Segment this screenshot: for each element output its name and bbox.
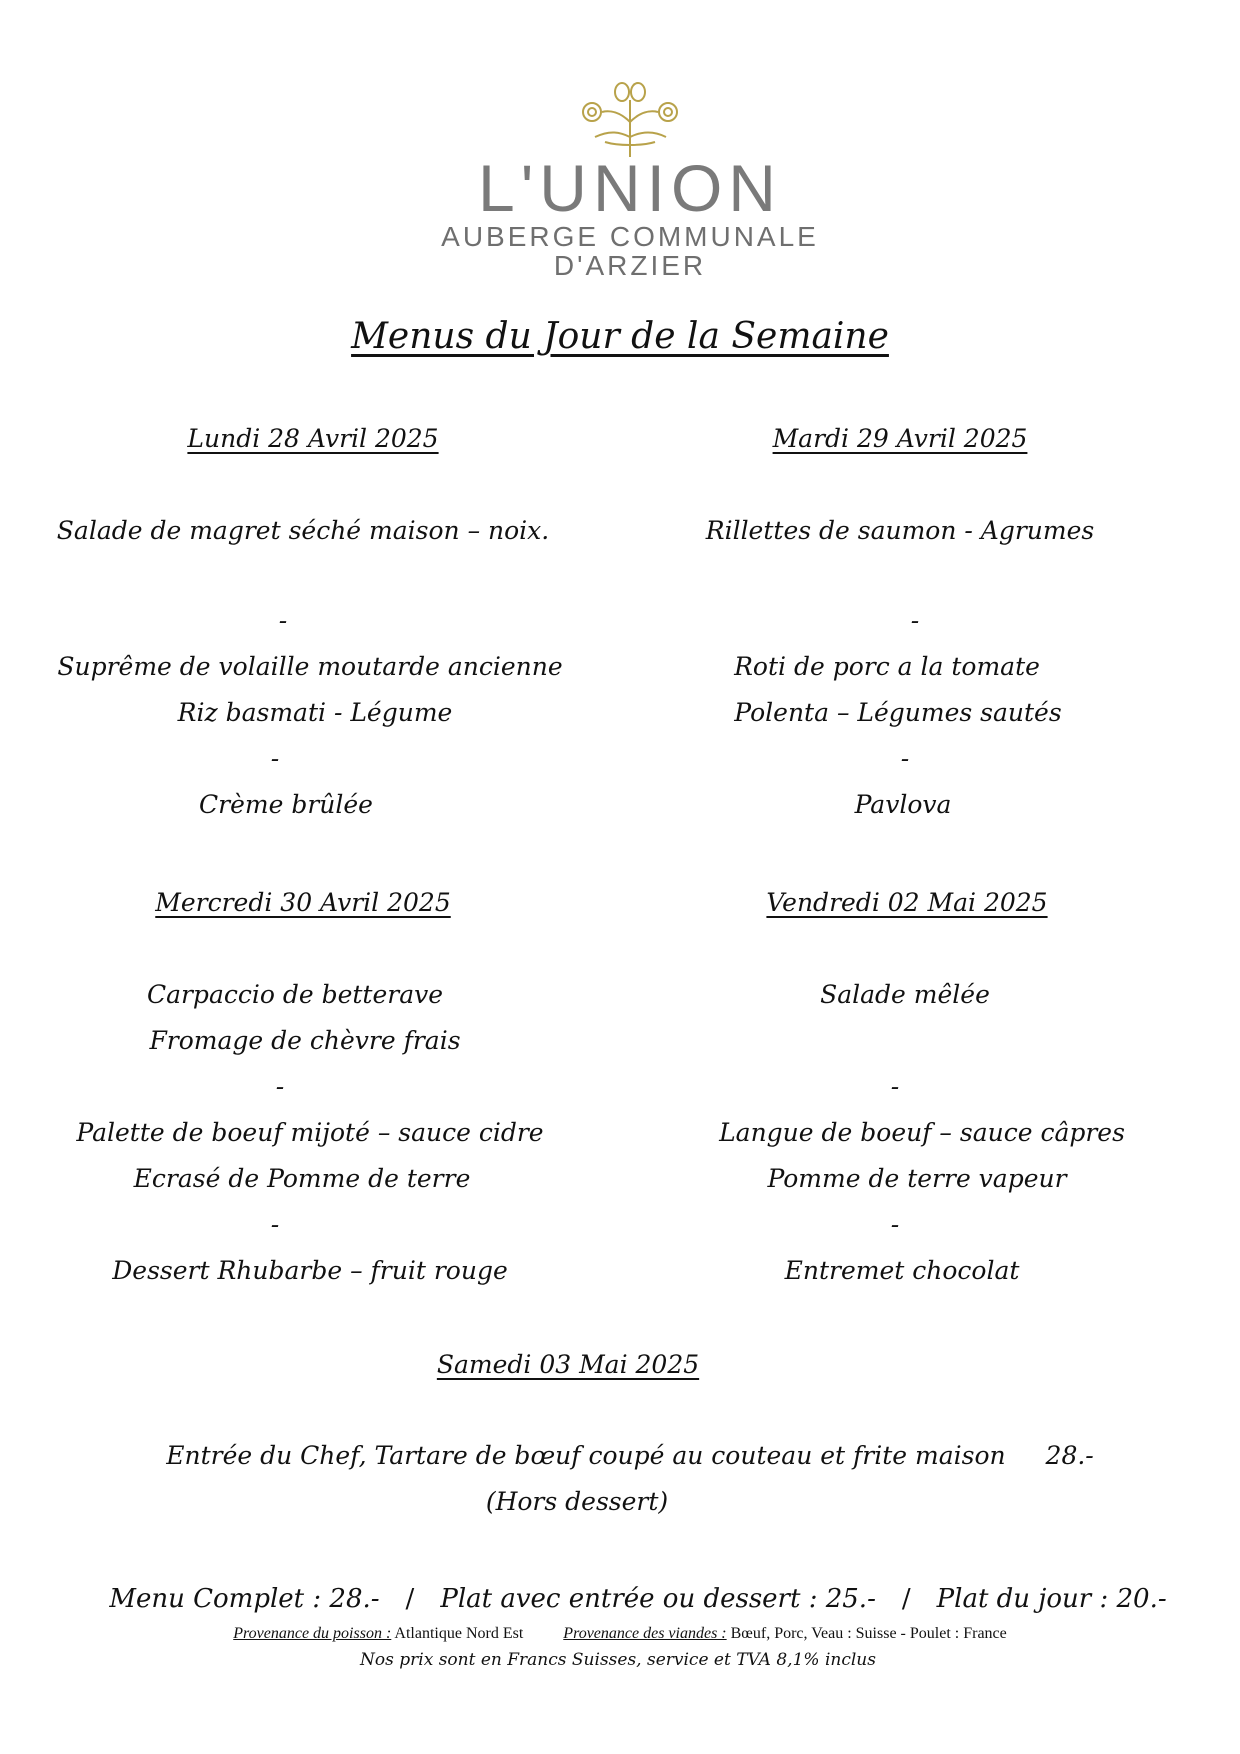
price-summary [109,1584,1166,1614]
provenance-poisson-label: Provenance du poisson : [233,1625,392,1642]
menu-line: Salade de magret séché maison – noix. [56,516,550,545]
price-plat-du-jour: Plat du jour : 20.- [936,1584,1167,1614]
provenance-line [233,1625,1007,1643]
menu-separator: - [900,744,910,773]
logo-subtitle-2: D'ARZIER [553,250,707,281]
menu-separator: - [275,1072,285,1101]
menu-line: Palette de boeuf mijoté – sauce cidre [76,1118,544,1147]
day-title-vendredi: Vendredi 02 Mai 2025 [766,888,1048,917]
logo-subtitle-1: AUBERGE COMMUNALE [441,221,819,252]
day-title-lundi: Lundi 28 Avril 2025 [187,424,439,453]
page-title: Menus du Jour de la Semaine [351,316,889,357]
menu-line: Dessert Rhubarbe – fruit rouge [112,1256,508,1285]
menu-separator: - [890,1072,900,1101]
menu-line: Crème brûlée [199,790,373,819]
menu-line: Pomme de terre vapeur [767,1164,1067,1193]
day-title-mardi: Mardi 29 Avril 2025 [772,424,1028,453]
samedi-dish [166,1441,1094,1470]
samedi-dish-price: 28.- [1045,1441,1094,1470]
logo-name: L'UNION [478,151,782,225]
menu-line: Pavlova [854,790,952,819]
menu-line: Carpaccio de betterave [146,980,444,1009]
menu-line: Rillettes de saumon - Agrumes [705,516,1095,545]
price-note: Nos prix sont en Francs Suisses, service et TVA 8,1% inclus [360,1650,876,1670]
menu-separator: - [910,606,920,635]
price-separator: / [405,1584,415,1614]
price-plat-entree-dessert: Plat avec entrée ou dessert : 25.- [440,1584,876,1614]
restaurant-logo [370,82,890,281]
menu-line: Fromage de chèvre frais [149,1026,461,1055]
menu-line: Langue de boeuf – sauce câpres [719,1118,1125,1147]
menu-line: Polenta – Légumes sautés [734,698,1062,727]
day-title-mercredi: Mercredi 30 Avril 2025 [155,888,451,917]
menu-line: Roti de porc a la tomate [734,652,1040,681]
menu-line: Salade mêlée [820,980,990,1009]
price-menu-complet: Menu Complet : 28.- [109,1584,380,1614]
samedi-dish-text: Entrée du Chef, Tartare de bœuf coupé au couteau et frite maison [166,1441,1006,1470]
samedi-dish-note: (Hors dessert) [485,1487,669,1516]
menu-separator: - [270,1210,280,1239]
menu-separator: - [278,606,288,635]
provenance-viandes-value: Bœuf, Porc, Veau : Suisse - Poulet : France [730,1625,1007,1642]
day-title-samedi: Samedi 03 Mai 2025 [436,1350,700,1379]
menu-line: Suprême de volaille moutarde ancienne [57,652,563,681]
menu-separator: - [270,744,280,773]
menu-line: Ecrasé de Pomme de terre [133,1164,471,1193]
menu-line: Entremet chocolat [784,1256,1020,1285]
menu-separator: - [890,1210,900,1239]
menu-line: Riz basmati - Légume [177,698,453,727]
provenance-poisson-value: Atlantique Nord Est [394,1625,524,1642]
provenance-viandes-label: Provenance des viandes : [563,1625,727,1642]
price-separator: / [901,1584,911,1614]
